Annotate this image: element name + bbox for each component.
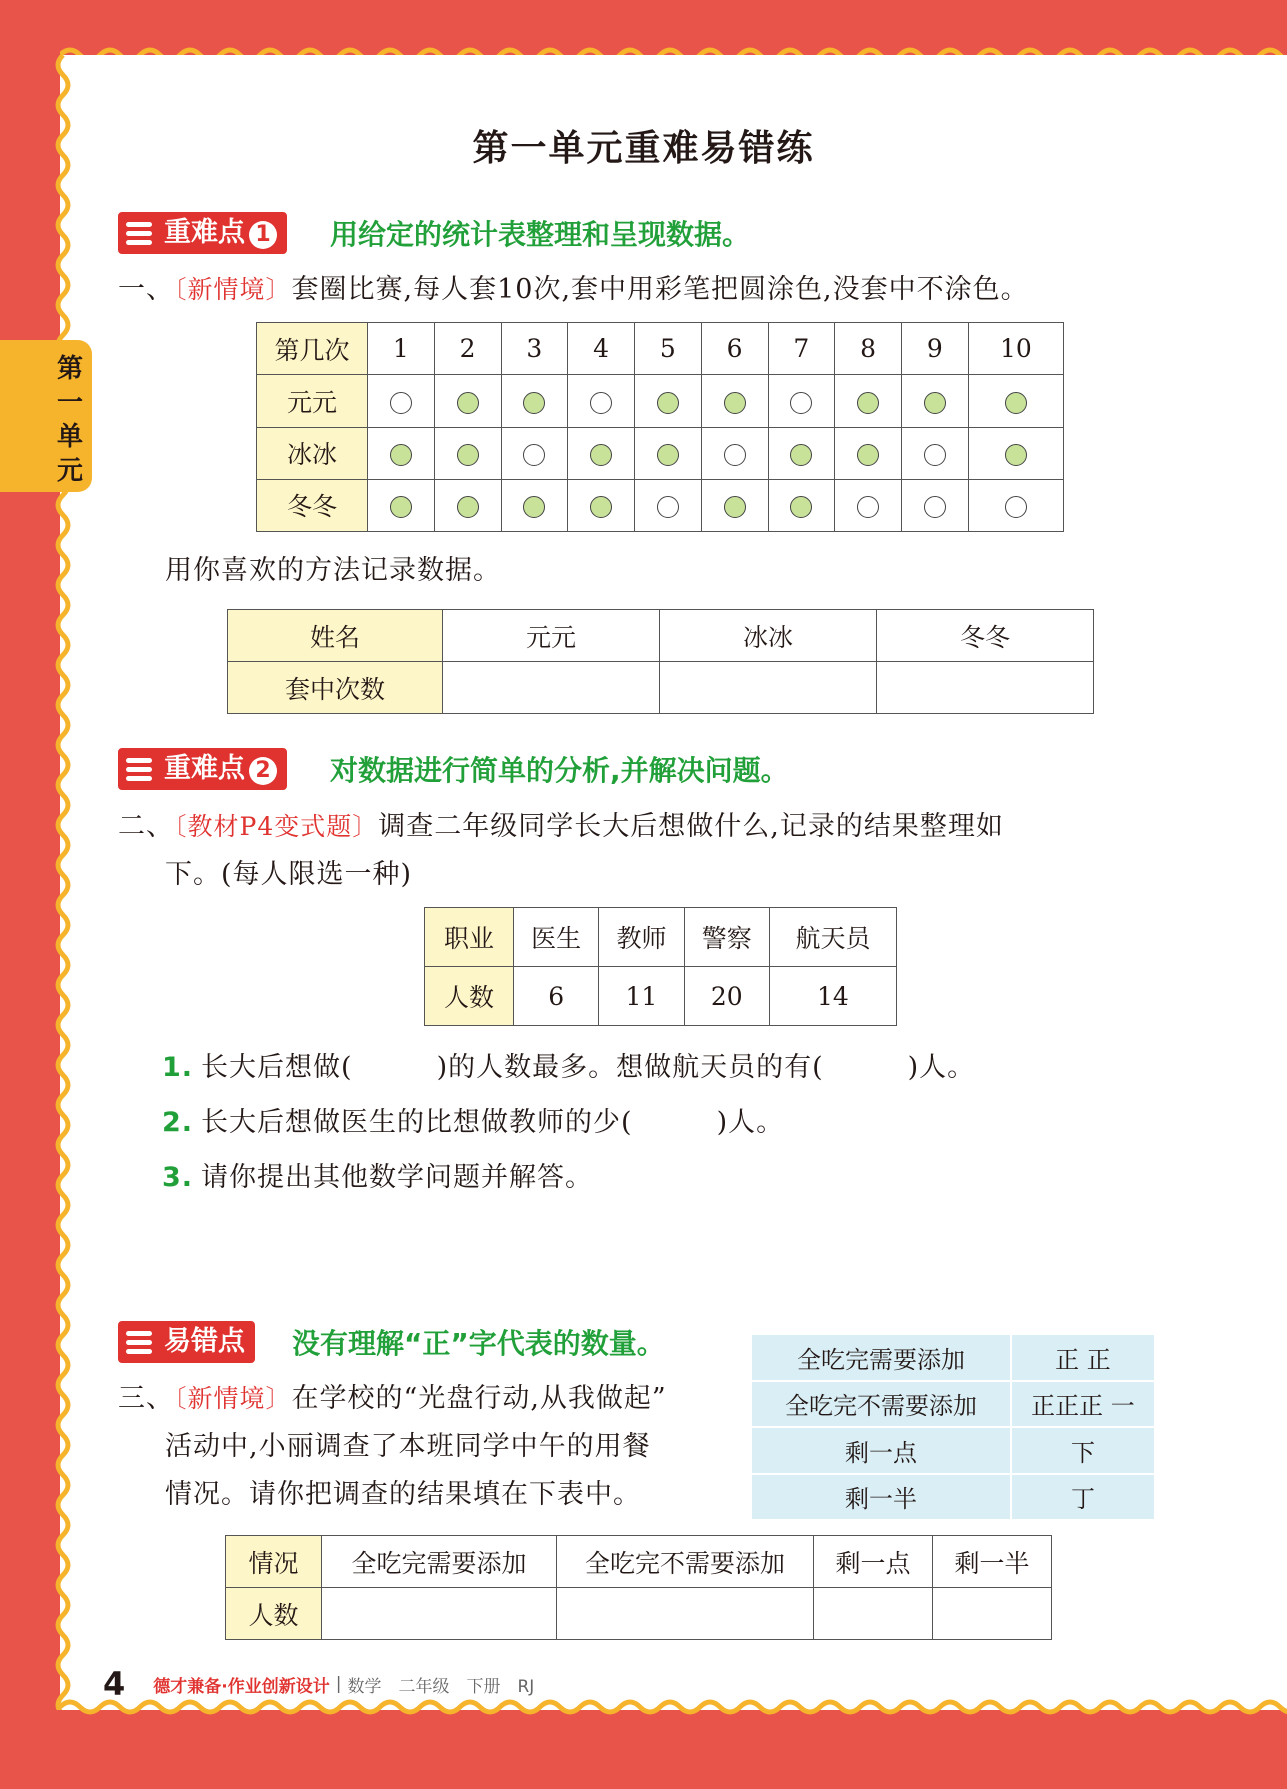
meal-count-answer[interactable]	[933, 1588, 1052, 1640]
record-count-answer[interactable]	[443, 662, 660, 714]
ring-table-cell	[501, 375, 568, 427]
tally-label: 剩一点	[751, 1427, 1011, 1474]
page-footer: 4 德才兼备·作业创新设计 | 数学 二年级 下册 RJ	[103, 1665, 535, 1703]
tally-marks: 正正正 一	[1011, 1381, 1155, 1428]
ring-table-cell	[902, 375, 969, 427]
ring-table-cell	[368, 479, 435, 531]
section2-heading: 对数据进行简单的分析,并解决问题。	[330, 754, 789, 787]
badge-label: 易错点	[160, 1323, 253, 1361]
filled-circle-icon	[857, 444, 879, 466]
empty-circle-icon	[924, 496, 946, 518]
ring-table-cell	[768, 479, 835, 531]
ring-table-column: 10	[968, 323, 1063, 375]
empty-circle-icon	[724, 444, 746, 466]
career-count: 14	[769, 967, 896, 1026]
stripes-icon	[120, 1323, 160, 1361]
record-instruction: 用你喜欢的方法记录数据。	[165, 555, 501, 586]
question-2	[118, 803, 1188, 851]
ring-table-cell	[902, 479, 969, 531]
ring-table-cell	[568, 479, 635, 531]
empty-circle-icon	[924, 444, 946, 466]
meal-situation: 剩一半	[933, 1536, 1052, 1588]
subquestion-1[interactable]	[162, 1045, 975, 1084]
ring-table-cell	[501, 479, 568, 531]
filled-circle-icon	[523, 496, 545, 518]
page-number: 4	[103, 1665, 126, 1703]
ring-table-column: 6	[701, 323, 768, 375]
subquestion-2-text: 长大后想做医生的比想做教师的少( )人。	[201, 1107, 785, 1138]
filled-circle-icon	[724, 496, 746, 518]
meal-count-label: 人数	[226, 1588, 322, 1640]
empty-circle-icon	[857, 496, 879, 518]
ring-table-column: 1	[368, 323, 435, 375]
subquestion-1-number: 1.	[162, 1052, 194, 1083]
key-point-2-badge	[118, 748, 287, 790]
career-job: 医生	[514, 908, 599, 967]
empty-circle-icon	[390, 392, 412, 414]
question-2-tag: 〔教材P4变式题〕	[174, 812, 379, 841]
filled-circle-icon	[1005, 392, 1027, 414]
record-name-cell: 元元	[443, 610, 660, 662]
tally-marks: 丁	[1011, 1474, 1155, 1521]
filled-circle-icon	[457, 444, 479, 466]
empty-circle-icon	[523, 444, 545, 466]
career-count: 11	[599, 967, 684, 1026]
empty-circle-icon	[1005, 496, 1027, 518]
ring-table-cell	[768, 375, 835, 427]
ring-table-cell	[434, 479, 501, 531]
filled-circle-icon	[724, 392, 746, 414]
ring-table-cell	[701, 479, 768, 531]
question-3-tag: 〔新情境〕	[174, 1384, 292, 1413]
ring-table-column: 2	[434, 323, 501, 375]
ring-table-cell	[368, 375, 435, 427]
badge-number: 2	[249, 757, 277, 785]
subquestion-1-text: 长大后想做( )的人数最多。想做航天员的有( )人。	[201, 1052, 976, 1083]
empty-circle-icon	[657, 496, 679, 518]
question-1	[118, 266, 1178, 314]
record-name-label: 姓名	[228, 610, 443, 662]
ring-table-header-label: 第几次	[257, 323, 368, 375]
ring-table-cell	[701, 375, 768, 427]
filled-circle-icon	[390, 496, 412, 518]
subquestion-2-number: 2.	[162, 1107, 194, 1138]
career-job: 警察	[684, 908, 769, 967]
stripes-icon	[120, 750, 160, 788]
filled-circle-icon	[457, 496, 479, 518]
error-prone-badge	[118, 1321, 255, 1363]
question-2-line1: 调查二年级同学长大后想做什么,记录的结果整理如	[378, 811, 1004, 842]
empty-circle-icon	[790, 392, 812, 414]
filled-circle-icon	[457, 392, 479, 414]
career-count: 6	[514, 967, 599, 1026]
filled-circle-icon	[790, 444, 812, 466]
subquestion-3-number: 3.	[162, 1162, 194, 1193]
ring-table-column: 3	[501, 323, 568, 375]
ring-table-player: 冰冰	[257, 427, 368, 479]
footer-brand: 德才兼备·作业创新设计	[153, 1676, 330, 1697]
page-title: 第一单元重难易错练	[472, 128, 815, 169]
ring-table-column: 4	[568, 323, 635, 375]
subquestion-3-text: 请你提出其他数学问题并解答。	[201, 1162, 594, 1193]
subquestion-2[interactable]	[162, 1100, 784, 1139]
meal-count-answer[interactable]	[814, 1588, 933, 1640]
filled-circle-icon	[1005, 444, 1027, 466]
filled-circle-icon	[657, 444, 679, 466]
tally-label: 全吃完需要添加	[751, 1334, 1011, 1381]
meal-situation: 全吃完需要添加	[322, 1536, 557, 1588]
ring-table-cell	[434, 427, 501, 479]
career-count: 20	[684, 967, 769, 1026]
meal-situation-label: 情况	[226, 1536, 322, 1588]
ring-toss-table	[256, 322, 1064, 532]
tally-label: 全吃完不需要添加	[751, 1381, 1011, 1428]
tally-marks: 下	[1011, 1427, 1155, 1474]
badge-number: 1	[249, 221, 277, 249]
question-2-line2: 下。(每人限选一种)	[165, 859, 413, 890]
tally-marks: 正 正	[1011, 1334, 1155, 1381]
ring-table-cell	[635, 479, 702, 531]
question-3-prefix: 三、	[118, 1383, 174, 1414]
question-1-prefix: 一、	[118, 274, 174, 305]
key-point-1-badge	[118, 212, 287, 254]
ring-table-column: 9	[902, 323, 969, 375]
ring-table-cell	[701, 427, 768, 479]
filled-circle-icon	[924, 392, 946, 414]
unit-side-tab-label: 第一单元	[56, 354, 83, 486]
footer-info: 数学 二年级 下册 RJ	[347, 1676, 535, 1697]
empty-circle-icon	[590, 392, 612, 414]
meal-count-answer[interactable]	[322, 1588, 557, 1640]
ring-table-player: 冬冬	[257, 479, 368, 531]
ring-table-column: 7	[768, 323, 835, 375]
ring-table-cell	[635, 375, 702, 427]
ring-table-cell	[768, 427, 835, 479]
ring-table-cell	[968, 479, 1063, 531]
record-name-cell: 冬冬	[877, 610, 1094, 662]
question-3-line3: 情况。请你把调查的结果填在下表中。	[165, 1479, 641, 1510]
ring-table-cell	[568, 375, 635, 427]
question-3-line1: 在学校的“光盘行动,从我做起”	[291, 1383, 667, 1414]
subquestion-3[interactable]	[162, 1155, 593, 1194]
record-table	[227, 609, 1094, 714]
ring-table-cell	[635, 427, 702, 479]
ring-table-cell	[434, 375, 501, 427]
wavy-border-left	[48, 55, 78, 1710]
career-count-label: 人数	[425, 967, 514, 1026]
ring-table-cell	[368, 427, 435, 479]
filled-circle-icon	[790, 496, 812, 518]
filled-circle-icon	[857, 392, 879, 414]
section1-heading: 用给定的统计表整理和呈现数据。	[330, 218, 751, 251]
section3-heading: 没有理解“正”字代表的数量。	[292, 1327, 665, 1360]
record-count-answer[interactable]	[877, 662, 1094, 714]
ring-table-cell	[835, 479, 902, 531]
career-job-label: 职业	[425, 908, 514, 967]
filled-circle-icon	[590, 496, 612, 518]
ring-table-cell	[501, 427, 568, 479]
ring-table-cell	[902, 427, 969, 479]
question-3-line2: 活动中,小丽调查了本班同学中午的用餐	[165, 1431, 651, 1462]
record-name-cell: 冰冰	[660, 610, 877, 662]
record-count-label: 套中次数	[228, 662, 443, 714]
tally-label: 剩一半	[751, 1474, 1011, 1521]
filled-circle-icon	[523, 392, 545, 414]
career-job: 航天员	[769, 908, 896, 967]
filled-circle-icon	[390, 444, 412, 466]
meal-situation: 剩一点	[814, 1536, 933, 1588]
ring-table-column: 8	[835, 323, 902, 375]
ring-table-cell	[968, 427, 1063, 479]
badge-label: 重难点	[164, 217, 245, 248]
ring-table-player: 元元	[257, 375, 368, 427]
ring-table-column: 5	[635, 323, 702, 375]
record-count-answer[interactable]	[660, 662, 877, 714]
ring-table-cell	[568, 427, 635, 479]
filled-circle-icon	[657, 392, 679, 414]
question-2-prefix: 二、	[118, 811, 174, 842]
tally-table	[750, 1333, 1156, 1521]
question-3	[118, 1375, 667, 1423]
career-table	[424, 907, 897, 1026]
meal-count-answer[interactable]	[557, 1588, 814, 1640]
ring-table-cell	[835, 375, 902, 427]
badge-label: 重难点	[164, 753, 245, 784]
meal-result-table	[225, 1535, 1052, 1640]
question-1-text: 套圈比赛,每人套10次,套中用彩笔把圆涂色,没套中不涂色。	[291, 274, 1029, 305]
stripes-icon	[120, 214, 160, 252]
filled-circle-icon	[590, 444, 612, 466]
career-job: 教师	[599, 908, 684, 967]
meal-situation: 全吃完不需要添加	[557, 1536, 814, 1588]
ring-table-cell	[835, 427, 902, 479]
ring-table-cell	[968, 375, 1063, 427]
question-1-tag: 〔新情境〕	[174, 275, 292, 304]
